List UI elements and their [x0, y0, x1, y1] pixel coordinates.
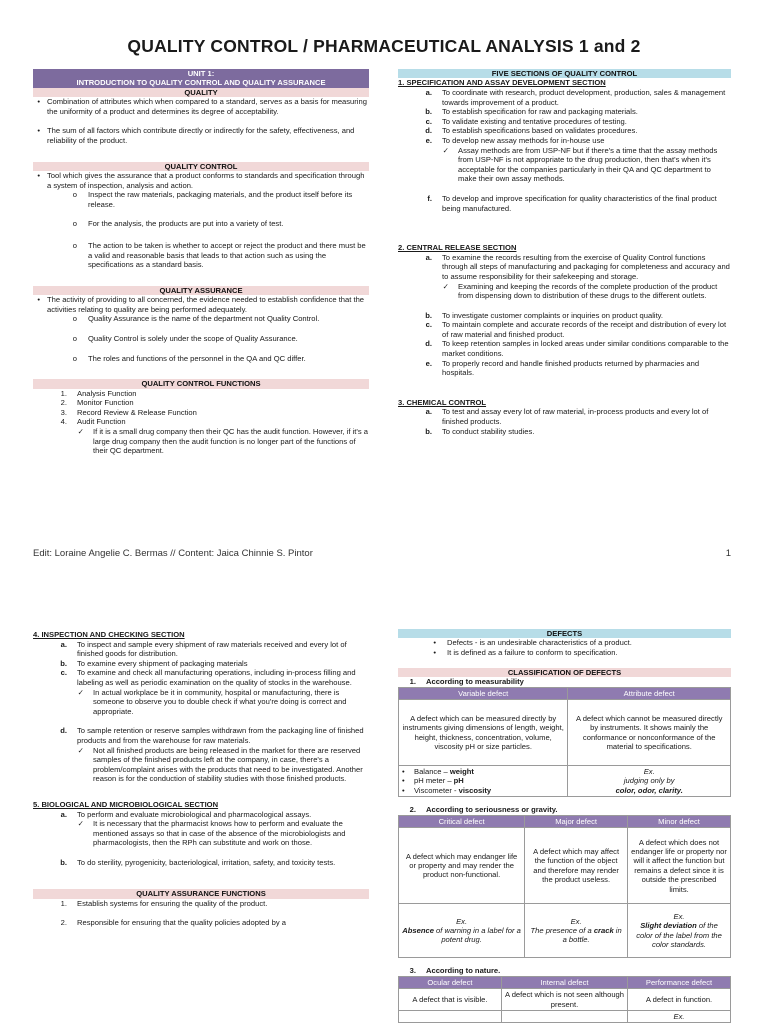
list-item: ✓ If it is a small drug company then their QC has the audit function. However, if it's a large drug company then the audit function is no longer part of the functions of their QC department. [77, 426, 368, 456]
document-title: QUALITY CONTROL / PHARMACEUTICAL ANALYSIS 1 and 2 [127, 36, 641, 56]
subsection-title: 2. CENTRAL RELEASE SECTION [398, 243, 517, 253]
table-header: Performance defect [628, 976, 731, 988]
document-page-2 [0, 615, 768, 1024]
section-heading-defects: DEFECTS [398, 629, 731, 638]
footer-credits: Edit: Loraine Angelie C. Bermas // Content: Jaica Chinnie S. Pintor [33, 548, 313, 559]
list-item: • Viscometer - viscosity [402, 785, 492, 795]
list-item: 1. Analysis Function [60, 388, 137, 398]
list-item: ✓ In actual workplace be it in community, hospital or manufacturing, there is someone to observe you to double check if what you're doing is correct and appropriate. [77, 687, 347, 716]
gravity-table [398, 815, 731, 958]
list-item: • Combination of attributes which when compared to a standard, serves as a basis for measuring the uniformity of a product and determines its degree of acceptability. [37, 97, 367, 116]
page-gap [0, 590, 768, 615]
list-item: • The activity of providing to all concerned, the evidence needed to establish confidence that the activities relating to quality are being performed adequately. [37, 295, 365, 314]
list-item: 2. Responsible for ensuring that the quality policies adopted by a [60, 918, 286, 928]
list-item: o Quality Control is solely under the scope of Quality Assurance. [72, 333, 298, 343]
section-heading-quality-control: QUALITY CONTROL [33, 162, 369, 171]
list-item: b. To investigate customer complaints or inquiries on product quality. [425, 310, 664, 320]
list-item: e. To properly record and handle finished products returned by pharmacies and hospitals. [425, 358, 700, 378]
subsection-title: 5. BIOLOGICAL AND MICROBIOLOGICAL SECTION [33, 799, 219, 809]
list-item: ✓ It is necessary that the pharmacist knows how to perform and evaluate the mentioned assays so that in case of the absence of the microbiologists and pharmacologists, then the RPh can substitute and work on those. [77, 819, 346, 848]
table-cell: A defect which may endanger life or property and may render the product non-functional. [399, 828, 525, 904]
list-item: • pH meter – pH [402, 776, 464, 786]
table-cell [501, 1011, 627, 1023]
table-header: Major defect [525, 815, 628, 827]
section-heading-classification: CLASSIFICATION OF DEFECTS [398, 668, 731, 677]
list-item: o Inspect the raw materials, packaging materials, and the product itself before its release. [72, 190, 353, 209]
list-item: o The roles and functions of the personnel in the QA and QC differ. [72, 353, 306, 363]
table-cell: A defect which can be measured directly by instruments giving dimensions of length, weight, height, thickness, concentration, volume, viscosity pH or size particles. [399, 700, 568, 766]
list-item: a. To test and assay every lot of raw material, in-process products and every lot of finished products. [425, 407, 709, 427]
table-cell: A defect that is visible. [399, 989, 502, 1011]
section-heading-quality-assurance: QUALITY ASSURANCE [33, 286, 369, 295]
table-header: Ocular defect [399, 976, 502, 988]
section-heading-qc-functions: QUALITY CONTROL FUNCTIONS [33, 379, 369, 388]
unit-banner [33, 69, 369, 88]
section-heading-quality: QUALITY [33, 88, 369, 97]
unit-title: INTRODUCTION TO QUALITY CONTROL AND QUALITY ASSURANCE [76, 78, 326, 88]
list-item: d. To sample retention or reserve samples withdrawn from the packaging line of finished products and from the warehouse for raw materials. [60, 726, 364, 745]
subsection-title: 3. CHEMICAL CONTROL [398, 397, 487, 407]
list-item: d. To keep retention samples in locked areas under similar conditions comparable to the market conditions. [425, 339, 729, 359]
list-item: • It is defined as a failure to conform to specification. [433, 648, 618, 657]
table-header: Critical defect [399, 815, 525, 827]
list-item: o For the analysis, the products are put into a variety of test. [72, 219, 284, 229]
table-cell: Ex. Absence of warning in a label for a potent drug. [399, 904, 525, 958]
list-item: 4. Audit Function [60, 417, 126, 427]
subsection-title: 1. SPECIFICATION AND ASSAY DEVELOPMENT SECTION [398, 78, 606, 88]
table-cell: Ex. judging only by color, odor, clarity. [568, 766, 731, 797]
table-cell: A defect which cannot be measured directly by instruments. It shows mainly the conformance or nonconformance of the material to specifications. [568, 700, 731, 766]
table-header: Internal defect [501, 976, 627, 988]
table-cell [399, 1011, 502, 1023]
list-item: a. To coordinate with research, product development, production, sales & management towards improvement of a product. [425, 88, 726, 107]
list-item: 2. Monitor Function [60, 398, 134, 408]
table-cell: A defect in function. [628, 989, 731, 1011]
table-cell: Ex. [628, 1011, 731, 1023]
table-cell: Ex. Slight deviation of the color of the label from the color standards. [628, 904, 731, 958]
list-item: o Quality Assurance is the name of the department not Quality Control. [72, 314, 320, 324]
left-column-page-1 [33, 69, 369, 456]
list-item: ✓ Examining and keeping the records of the complete production of the product from dispensing down to distribution of these drugs to the different outlets. [442, 281, 718, 301]
page-number: 1 [725, 548, 731, 559]
table-cell: A defect which is not seen although present. [501, 989, 627, 1011]
section-heading-qa-functions: QUALITY ASSURANCE FUNCTIONS [33, 889, 369, 898]
list-item: a. To perform and evaluate microbiological and pharmacological assays. [60, 809, 312, 819]
unit-label: UNIT 1: [187, 69, 215, 78]
subsection-title: 1. According to measurability [409, 677, 524, 686]
list-item: f. To develop and improve specification for quality characteristics of the final product being manufactured. [427, 193, 717, 213]
list-item: b. To do sterility, pyrogenicity, bacteriological, irritation, safety, and toxicity tests. [60, 857, 336, 867]
list-item: b. To conduct stability studies. [425, 426, 535, 436]
nature-table [398, 976, 731, 1024]
list-item: 3. Record Review & Release Function [60, 407, 197, 417]
measurability-table [398, 687, 731, 798]
right-column-page-1 [398, 69, 731, 436]
list-item: o The action to be taken is whether to accept or reject the product and there must be a valid and reasonable basis that leads to that action such as using the specifications as a standard basis. [72, 240, 366, 270]
left-column-page-2 [33, 630, 369, 928]
list-item: b. To establish specification for raw and packaging materials. [425, 107, 638, 117]
table-header: Variable defect [399, 687, 568, 699]
list-item: d. To establish specifications based on validates procedures. [425, 126, 638, 136]
list-item: • Defects - is an undesirable characteristics of a product. [433, 638, 632, 648]
list-item: • The sum of all factors which contribute directly or indirectly for the safety, effectiveness, and reliability of the product. [37, 126, 355, 145]
list-item: a. To inspect and sample every shipment of raw materials received and every lot of finished goods for distribution. [60, 639, 347, 659]
list-item: c. To maintain complete and accurate records of the receipt and distribution of every lot of raw material and finished product. [425, 320, 727, 339]
table-header: Minor defect [628, 815, 731, 827]
list-item: 1. Establish systems for ensuring the quality of the product. [60, 898, 268, 908]
subsection-title: 4. INSPECTION AND CHECKING SECTION [33, 630, 185, 639]
table-cell: A defect which does not endanger life or property nor will it affect the function but remains a defect since it is outside the prescribed limits. [628, 828, 731, 904]
page-footer [33, 548, 731, 559]
section-heading-five-sections: FIVE SECTIONS OF QUALITY CONTROL [398, 69, 731, 78]
list-item: • Tool which gives the assurance that a product conforms to standards and specification through a system of inspection, analysis and action. [37, 171, 365, 190]
table-cell [399, 766, 568, 797]
subsection-title: 2. According to seriousness or gravity. [409, 805, 558, 815]
table-header: Attribute defect [568, 687, 731, 699]
list-item: a. To examine the records resulting from the exercise of Quality Control functions through all steps of manufacturing and packaging for completeness and accuracy and to assume responsibility for their safekeeping and storage. [425, 252, 730, 281]
list-item: ✓ Not all finished products are being released in the market for there are reserved samples of the finished products left at the company, in case, there's a problem/complaint arises with the products that need to be investigated. Another reason is for the conduction of stability studies with those finished products. [77, 745, 363, 784]
list-item: e. To develop new assay methods for in-house use [425, 135, 605, 145]
list-item: ✓ Assay methods are from USP-NF but if there's a time that the assay methods from USP-NF is not appropriate to the drug production, then that's when it's acceptable for the companies particularly in their QA and QC department to make their own assay methods. [442, 145, 718, 184]
table-cell: A defect which may affect the function of the object and therefore may render the product useless. [525, 828, 628, 904]
list-item: • Balance – weight [402, 767, 474, 776]
list-item: b. To examine every shipment of packaging materials [60, 658, 248, 668]
list-item: c. To validate existing and tentative procedures of testing. [425, 116, 627, 126]
table-cell: Ex. The presence of a crack in a bottle. [525, 904, 628, 958]
right-column-page-2 [398, 629, 731, 1023]
subsection-title: 3. According to nature. [409, 966, 501, 976]
list-item: c. To examine and check all manufacturing operations, including in-process filling and labeling as well as periodic examination on the quality of stocks in the warehouse. [60, 668, 356, 687]
